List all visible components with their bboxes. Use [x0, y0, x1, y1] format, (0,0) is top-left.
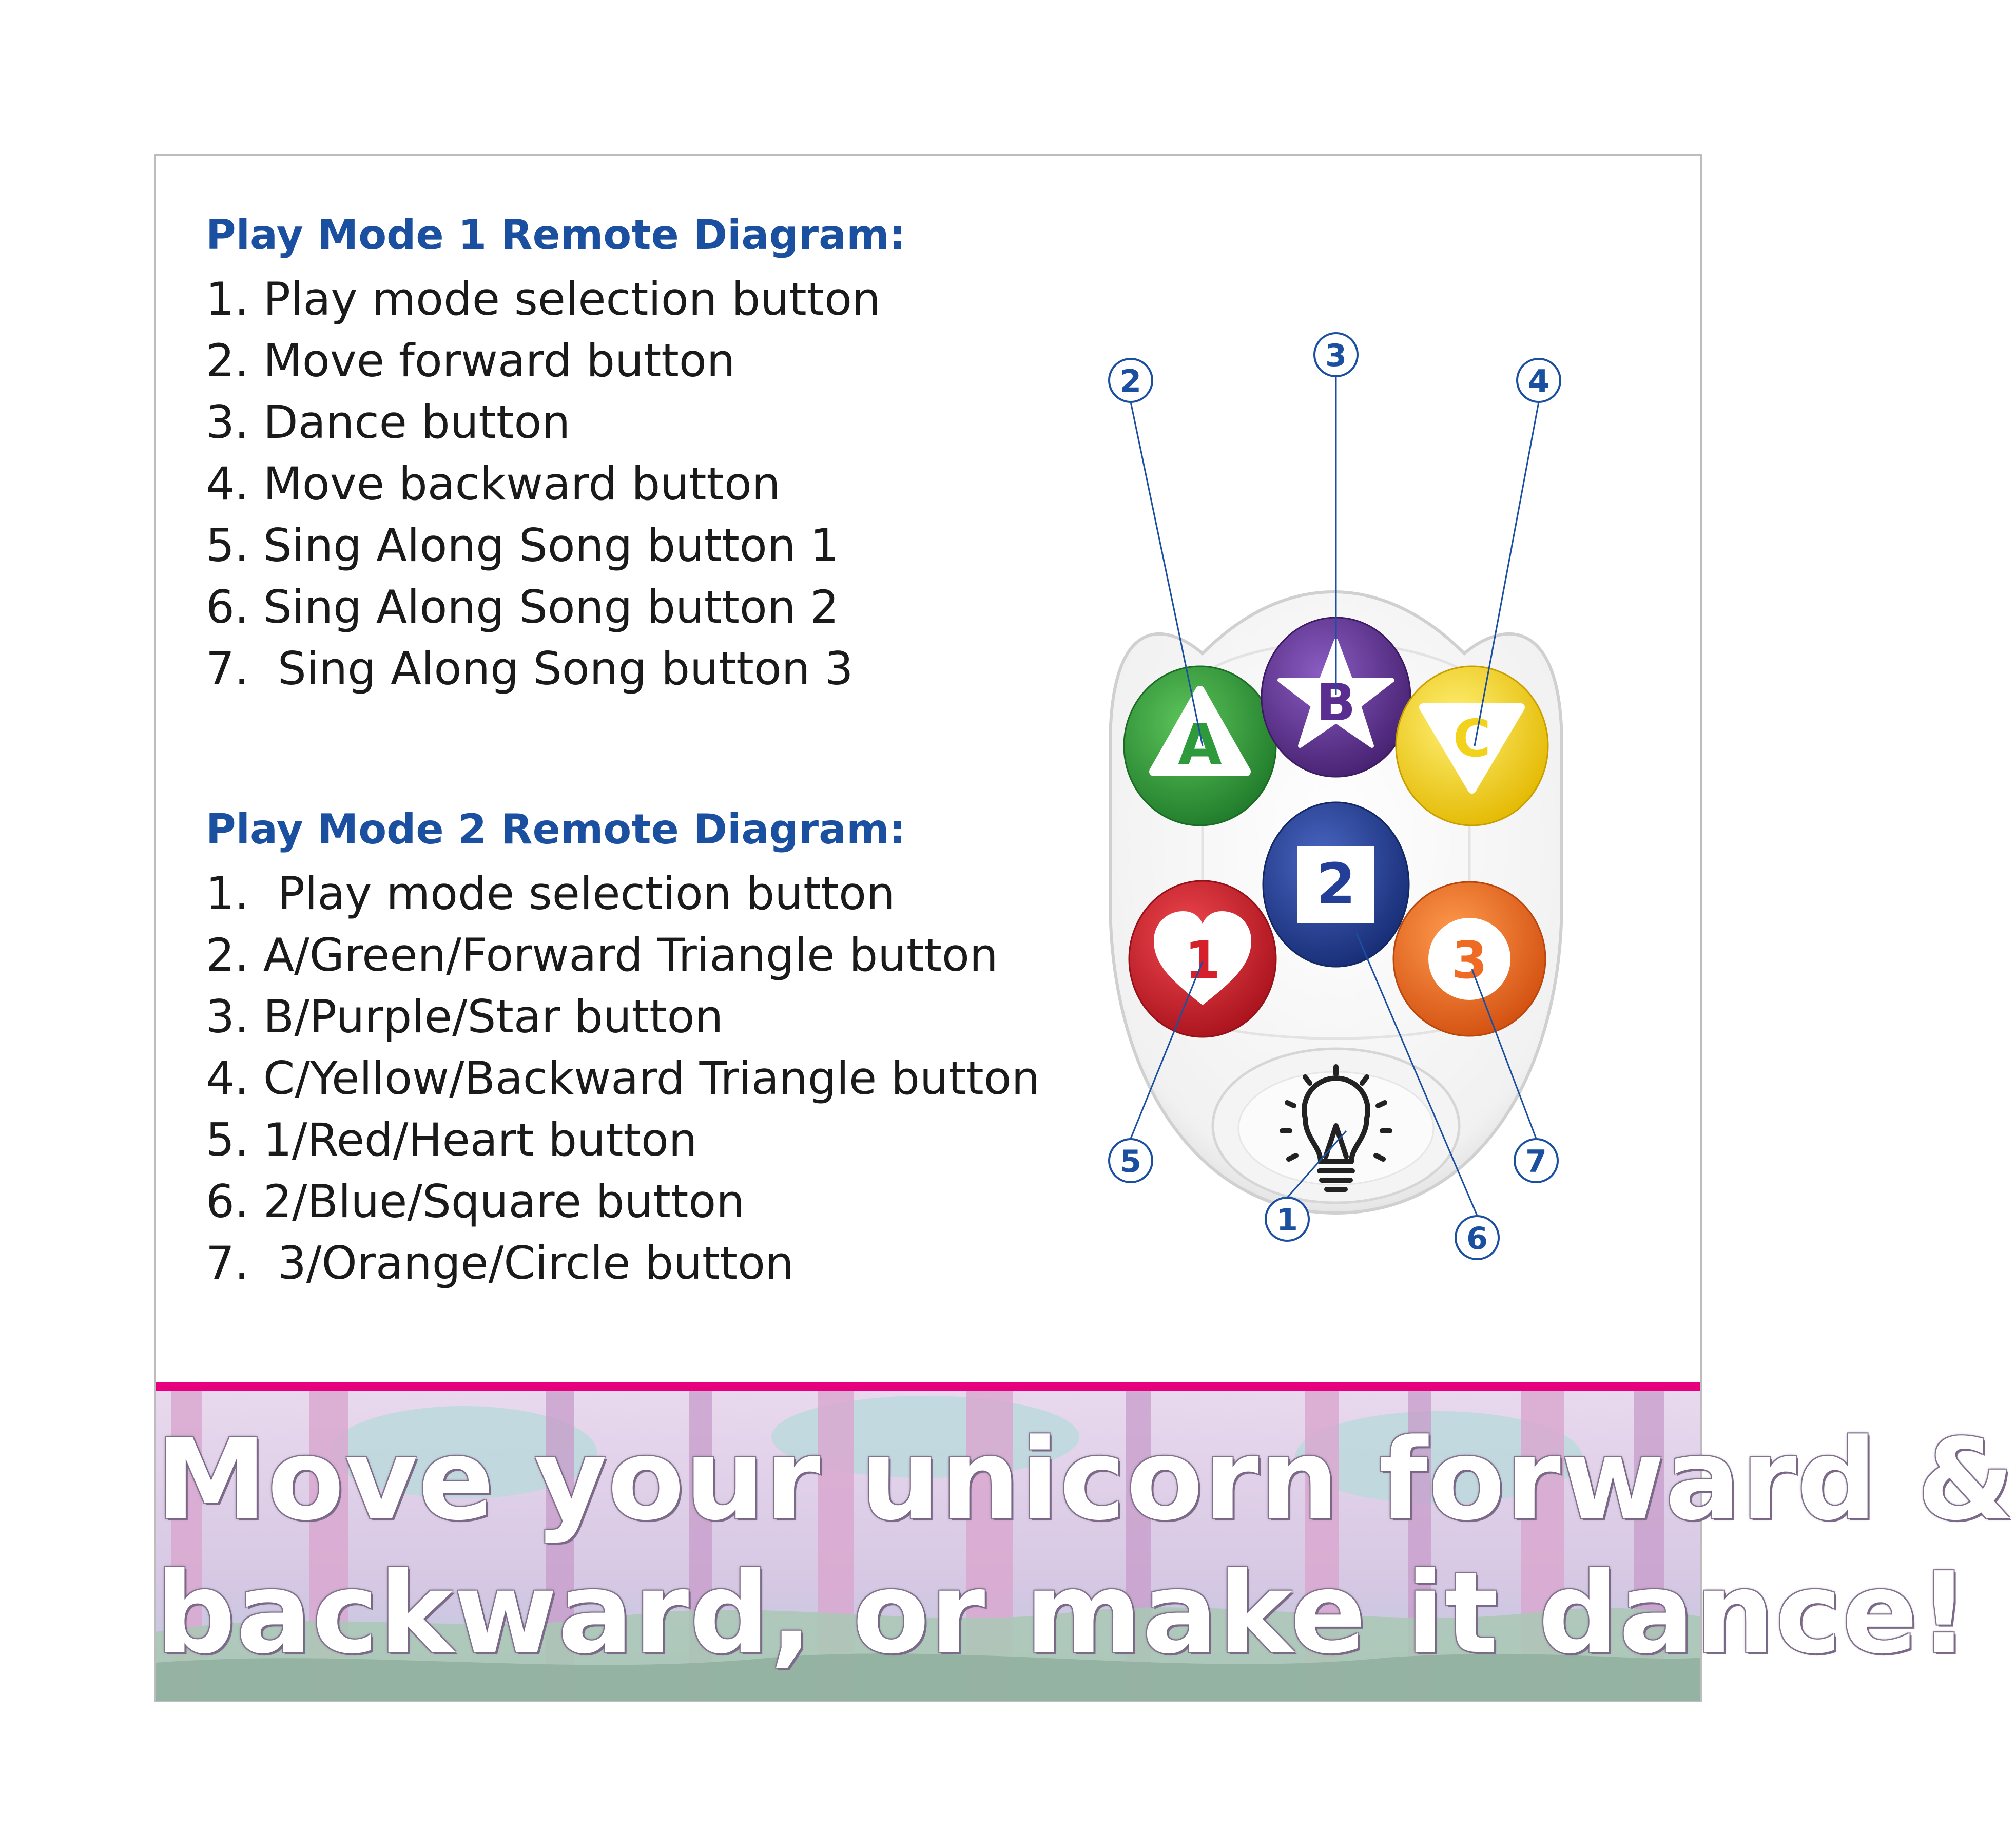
- mode1-item-3: 3. Dance button: [206, 396, 571, 449]
- play-mode-1-section: [206, 207, 1078, 700]
- mode1-item-6: 6. Sing Along Song button 2: [206, 581, 839, 633]
- banner-accent-line: [156, 1382, 1700, 1391]
- b-button-label: B: [1316, 672, 1356, 733]
- mode2-item-1: 1. Play mode selection button: [206, 867, 895, 920]
- mode2-item-2: 2. A/Green/Forward Triangle button: [206, 929, 998, 981]
- three-circle-button[interactable]: [1393, 882, 1545, 1036]
- svg-text:6: 6: [1466, 1221, 1488, 1257]
- two-square-button[interactable]: [1263, 802, 1409, 967]
- banner-headline-line-1: Move your unicorn forward &: [156, 1415, 2015, 1545]
- mode2-item-6: 6. 2/Blue/Square button: [206, 1175, 745, 1228]
- svg-text:5: 5: [1120, 1144, 1141, 1180]
- callout-3: [1314, 333, 1358, 376]
- svg-text:3: 3: [1325, 338, 1347, 374]
- play-mode-2-heading: Play Mode 2 Remote Diagram:: [206, 805, 906, 853]
- two-button-label: 2: [1316, 851, 1356, 917]
- content-frame: [154, 154, 2015, 1702]
- mode1-item-5: 5. Sing Along Song button 1: [206, 519, 839, 572]
- three-button-label: 3: [1451, 930, 1487, 990]
- banner-headline-line-2: backward, or make it dance!: [156, 1549, 1970, 1679]
- svg-text:7: 7: [1525, 1144, 1547, 1180]
- mode1-item-7: 7. Sing Along Song button 3: [206, 642, 854, 695]
- mode1-item-2: 2. Move forward button: [206, 334, 735, 387]
- play-mode-2-section: [206, 801, 1078, 1294]
- mode1-item-4: 4. Move backward button: [206, 457, 781, 510]
- a-button-label: A: [1178, 711, 1222, 777]
- callout-7: [1515, 1139, 1558, 1182]
- play-mode-1-heading: Play Mode 1 Remote Diagram:: [206, 211, 906, 259]
- c-button-label: C: [1453, 708, 1491, 768]
- mode1-item-1: 1. Play mode selection button: [206, 273, 881, 325]
- one-heart-button[interactable]: [1129, 881, 1276, 1037]
- callout-4: [1517, 359, 1560, 402]
- remote-diagram: [1049, 284, 1613, 1259]
- callout-6: [1456, 1216, 1499, 1259]
- mode2-item-5: 5. 1/Red/Heart button: [206, 1113, 697, 1166]
- mode2-item-4: 4. C/Yellow/Backward Triangle button: [206, 1052, 1040, 1105]
- one-button-label: 1: [1185, 930, 1220, 990]
- bottom-banner: [156, 1391, 2015, 1701]
- svg-text:4: 4: [1528, 363, 1549, 399]
- svg-text:1: 1: [1276, 1202, 1298, 1238]
- callout-5: [1109, 1139, 1152, 1182]
- callout-2: [1109, 359, 1152, 402]
- a-triangle-button[interactable]: [1124, 666, 1276, 825]
- svg-text:2: 2: [1120, 363, 1141, 399]
- c-triangle-button[interactable]: [1396, 666, 1548, 825]
- mode2-item-7: 7. 3/Orange/Circle button: [206, 1237, 794, 1289]
- callout-1: [1266, 1198, 1309, 1241]
- mode2-item-3: 3. B/Purple/Star button: [206, 990, 724, 1043]
